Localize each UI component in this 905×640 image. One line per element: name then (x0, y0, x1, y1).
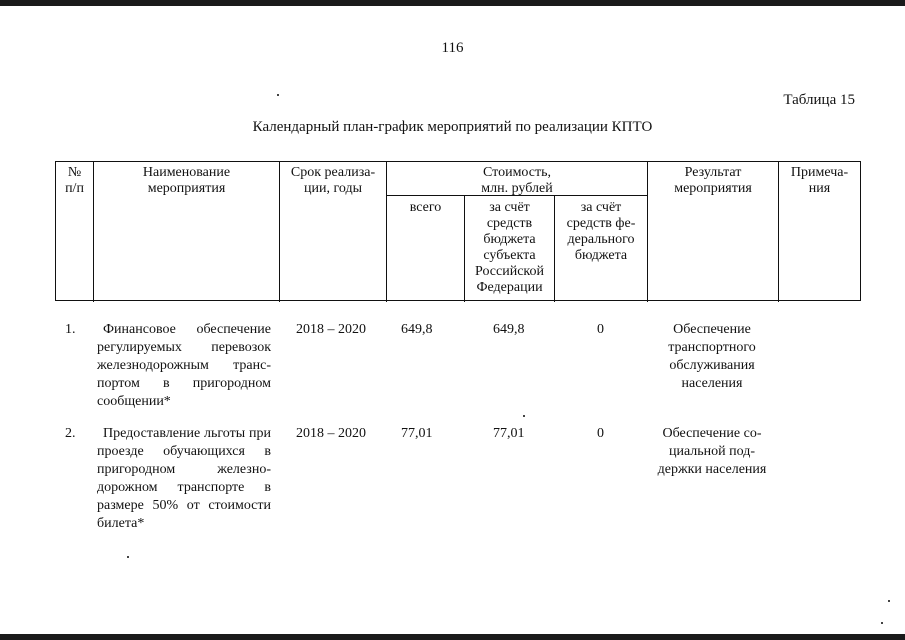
page-number: 116 (441, 40, 464, 56)
header-note: Примеча- ния (790, 165, 849, 196)
row-name: Финансовое обеспечение регулируемых перевозок железнодорожным транс-портом в пригородном сообщении* (97, 322, 271, 409)
table-label: Таблица 15 (783, 92, 855, 108)
scan-edge-top (0, 0, 905, 6)
row-cost-federal: 0 (597, 322, 604, 337)
row-cost-total: 649,8 (401, 322, 433, 337)
row-cost-regional: 649,8 (493, 322, 525, 337)
row-cost-federal: 0 (597, 426, 604, 441)
header-cost-regional: за счёт средств бюджета субъекта Российской Федерации (475, 200, 544, 295)
header-num: № п/п (65, 165, 84, 196)
header-cost: Стоимость, млн. рублей (481, 165, 553, 196)
scan-speck (523, 415, 525, 417)
scan-edge-bottom (0, 634, 905, 640)
row-result: Обеспечение транспортного обслуживания населения (668, 322, 756, 391)
row-term: 2018 – 2020 (296, 322, 366, 337)
scan-speck (881, 622, 883, 624)
table-title: Календарный план-график мероприятий по реализации КПТО (252, 119, 653, 135)
header-name: Наименование мероприятия (142, 165, 231, 196)
scan-speck (888, 600, 890, 602)
scan-speck (277, 94, 279, 96)
header-result: Результат мероприятия (674, 165, 752, 196)
row-term: 2018 – 2020 (296, 426, 366, 441)
scan-speck (127, 556, 129, 558)
row-num: 1. (65, 322, 76, 337)
row-num: 2. (65, 426, 76, 441)
row-result: Обеспечение со-циальной под-держки населения (657, 426, 767, 477)
row-cost-regional: 77,01 (493, 426, 525, 441)
row-cost-total: 77,01 (401, 426, 433, 441)
table-header (55, 161, 861, 301)
header-term: Срок реализа- ции, годы (290, 165, 376, 196)
header-cost-total: всего (409, 200, 442, 215)
row-name: Предоставление льготы при проезде обучающихся в пригородном железно-дорожном транспорте в размере 50% от стоимости билета* (97, 426, 271, 531)
header-cost-federal: за счёт средств фе- дерального бюджета (566, 200, 636, 263)
